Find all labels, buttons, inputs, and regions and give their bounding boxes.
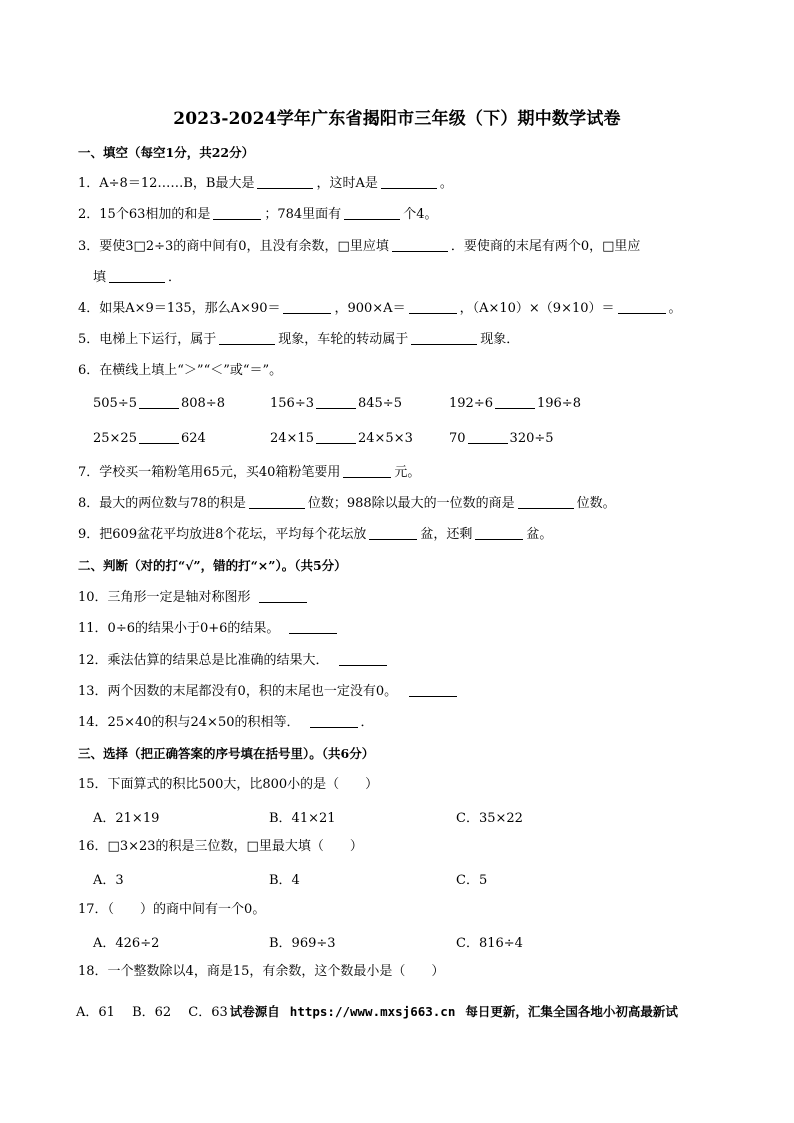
answer-blank[interactable] xyxy=(495,396,535,409)
compare-item: 24×15 24×5×3 xyxy=(270,431,413,446)
question-15: 15．下面算式的积比500大，比800小的是（ ） xyxy=(78,777,379,792)
answer-blank[interactable] xyxy=(219,332,275,345)
answer-blank[interactable] xyxy=(392,239,448,252)
answer-blank[interactable] xyxy=(518,496,574,509)
answer-blank[interactable] xyxy=(339,653,387,666)
footer-source-banner xyxy=(76,1001,678,1020)
question-18: 18．一个整数除以4，商是15，有余数，这个数最小是（ ） xyxy=(78,964,445,979)
option-c[interactable]: C．5 xyxy=(456,873,488,888)
answer-blank[interactable] xyxy=(475,527,523,540)
answer-blank[interactable] xyxy=(213,207,261,220)
answer-blank[interactable] xyxy=(411,332,477,345)
compare-item: 156÷3 845÷5 xyxy=(270,396,402,411)
answer-blank[interactable] xyxy=(468,431,508,444)
question-10: 10．三角形一定是轴对称图形 xyxy=(78,589,310,607)
answer-blank[interactable] xyxy=(409,301,457,314)
option-c[interactable]: C．816÷4 xyxy=(456,936,523,951)
answer-blank[interactable] xyxy=(409,684,457,697)
question-14: 14．25×40的积与24×50的积相等． ． xyxy=(78,715,374,730)
question-2: 2．15个63相加的和是 ；784里面有 个4。 xyxy=(78,207,438,222)
question-1: 1．A÷8＝12……B，B最大是 ，这时A是 。 xyxy=(78,176,453,191)
question-6: 6．在横线上填上“＞”“＜”或“＝”。 xyxy=(78,363,283,378)
answer-blank[interactable] xyxy=(109,270,165,283)
option-a[interactable]: A．21×19 xyxy=(93,811,160,826)
section-fill-in: 一、填空（每空1分，共22分） xyxy=(78,145,255,160)
compare-item: 70 320÷5 xyxy=(449,431,554,446)
answer-blank[interactable] xyxy=(381,176,437,189)
answer-blank[interactable] xyxy=(618,301,666,314)
answer-blank[interactable] xyxy=(316,396,356,409)
question-16: 16．□3×23的积是三位数，□里最大填（ ） xyxy=(78,839,363,854)
answer-blank[interactable] xyxy=(344,207,400,220)
question-3-continued: 填 ． xyxy=(93,270,182,285)
answer-blank[interactable] xyxy=(257,176,313,189)
question-13: 13．两个因数的末尾都没有0，积的末尾也一定没有0。 xyxy=(78,683,460,701)
question-4: 4．如果A×9＝135，那么A×90＝ ，900×A＝ ，（A×10）×（9×10）＝ 。 xyxy=(78,301,682,316)
compare-item: 192÷6 196÷8 xyxy=(449,396,581,411)
page-title: 2023-2024学年广东省揭阳市三年级（下）期中数学试卷 xyxy=(173,109,621,129)
compare-item: 505÷5 808÷8 xyxy=(93,396,225,411)
footer-tagline: 每日更新，汇集全国各地小初高最新试 xyxy=(465,1004,678,1019)
option-a[interactable]: A．3 xyxy=(93,873,124,888)
question-12: 12．乘法估算的结果总是比准确的结果大． xyxy=(78,652,390,670)
compare-item: 25×25 624 xyxy=(93,431,206,446)
answer-blank[interactable] xyxy=(283,301,331,314)
option-b[interactable]: B．969÷3 xyxy=(269,936,336,951)
footer-source-link[interactable]: https://www.mxsj663.cn xyxy=(289,1004,456,1019)
option-b[interactable]: B．4 xyxy=(269,873,300,888)
answer-blank[interactable] xyxy=(259,590,307,603)
question-18-options[interactable]: A．61 B．62 C．63 xyxy=(76,1005,228,1020)
answer-blank[interactable] xyxy=(316,431,356,444)
option-b[interactable]: B．41×21 xyxy=(269,811,336,826)
question-5: 5．电梯上下运行，属于 现象，车轮的转动属于 现象． xyxy=(78,332,520,347)
question-7: 7．学校买一箱粉笔用65元，买40箱粉笔要用 元。 xyxy=(78,465,421,480)
footer-source-label: 试卷源自 xyxy=(229,1004,280,1019)
answer-blank[interactable] xyxy=(343,465,391,478)
option-c[interactable]: C．35×22 xyxy=(456,811,523,826)
question-8: 8．最大的两位数与78的积是 位数；988除以最大的一位数的商是 位数。 xyxy=(78,496,616,511)
question-11: 11．0÷6的结果小于0+6的结果。 xyxy=(78,620,340,638)
answer-blank[interactable] xyxy=(310,715,358,728)
section-multiple-choice: 三、选择（把正确答案的序号填在括号里）。（共6分） xyxy=(78,746,375,761)
option-a[interactable]: A．426÷2 xyxy=(93,936,160,951)
answer-blank[interactable] xyxy=(139,396,179,409)
section-true-false: 二、判断（对的打“√”，错的打“×”）。（共5分） xyxy=(78,558,347,573)
answer-blank[interactable] xyxy=(289,621,337,634)
question-3: 3．要使3□2÷3的商中间有0，且没有余数，□里应填 ．要使商的末尾有两个0，□里应 xyxy=(78,239,641,254)
answer-blank[interactable] xyxy=(369,527,417,540)
answer-blank[interactable] xyxy=(139,431,179,444)
answer-blank[interactable] xyxy=(249,496,305,509)
question-17: 17．（ ）的商中间有一个0。 xyxy=(78,902,266,917)
question-9: 9．把609盆花平均放进8个花坛，平均每个花坛放 盆，还剩 盆。 xyxy=(78,527,553,542)
